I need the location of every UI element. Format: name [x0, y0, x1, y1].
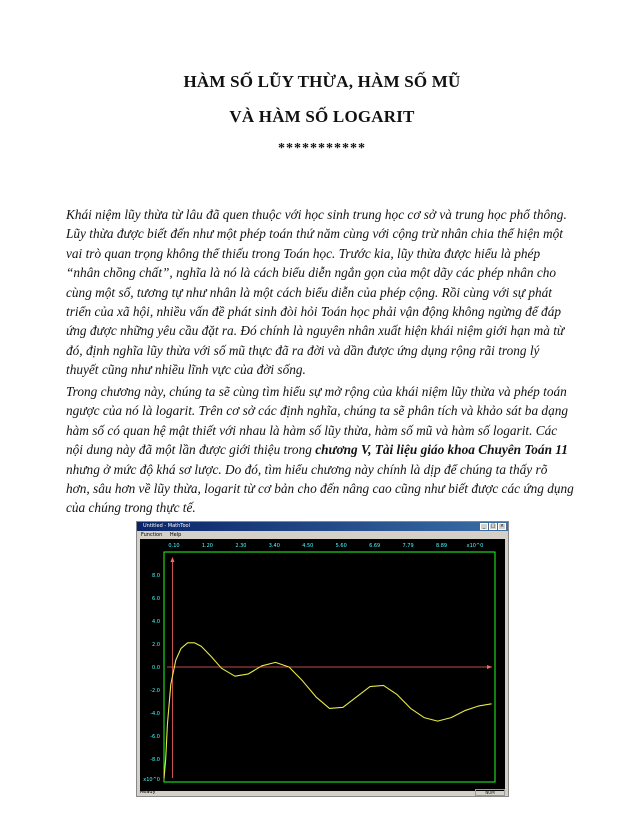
- window-title: Untitled - MathTool: [143, 523, 190, 529]
- menu-help[interactable]: Help: [169, 532, 182, 538]
- window-titlebar: [137, 522, 508, 531]
- y-tick-label: 2.0: [152, 642, 160, 648]
- chapter-paragraph: [66, 382, 574, 518]
- x-tick-label: 7.79: [402, 543, 414, 549]
- y-tick-label: x10^0: [143, 777, 160, 783]
- menu-bar: [137, 531, 508, 539]
- minimize-button[interactable]: _: [480, 523, 488, 530]
- status-indicator: NUM: [475, 789, 505, 796]
- x-tick-label: 5.60: [335, 543, 347, 549]
- close-button[interactable]: ×: [499, 523, 505, 529]
- y-tick-label: 6.0: [152, 596, 160, 602]
- x-tick-label: 2.30: [235, 543, 247, 549]
- y-axis-arrow: [170, 557, 174, 562]
- series-line: [164, 643, 492, 779]
- status-bar: [137, 789, 508, 796]
- y-tick-label: 4.0: [152, 619, 160, 625]
- function-plot: [140, 539, 505, 791]
- y-tick-label: 8.0: [152, 573, 160, 579]
- x-tick-label: 0.10: [168, 543, 180, 549]
- heading-separator: ***********: [278, 141, 366, 156]
- y-tick-label: -8.0: [150, 757, 160, 763]
- menu-function[interactable]: Function: [141, 532, 163, 538]
- y-tick-label: -2.0: [150, 688, 160, 694]
- chapter-paragraph-part1: Trong chương này, chúng ta sẽ cùng tìm hiểu sự mở rộng của khái niệm lũy thừa và phép toán ngược của nó là logarit. Trên cơ sở các định nghĩa, chúng ta sẽ phân tích và khảo sát ba dạng hàm số có quan hệ mật thiết với nhau là hàm số lũy thừa, hàm số mũ và hàm số logarit. Các nội dung này đã một lần được giới thiệu trong: [66, 384, 569, 458]
- heading-line-1: HÀM SỐ LŨY THỪA, HÀM SỐ MŨ: [183, 72, 461, 91]
- chapter-paragraph-part2: nhưng ở mức độ khá sơ lược. Do đó, tìm hiểu chương này chính là dịp để chúng ta thấy rõ hơn, sâu hơn về lũy thừa, logarit từ cơ bản cho đến nâng cao cũng như biết được các ứng dụng của chúng trong thực tế.: [66, 461, 574, 516]
- plot-area: [140, 539, 505, 791]
- intro-paragraph: Khái niệm lũy thừa từ lâu đã quen thuộc với học sinh trung học cơ sở và trung học phổ thông. Lũy thừa được biết đến như một phép toán thứ năm cùng với cộng trừ nhân chia thể hiện một vai trò quan trọng không thể thiếu trong Toán học. Trước kia, lũy thừa được hiểu là phép “nhân chồng chất”, nghĩa là nó là cách biểu diễn ngắn gọn của một dãy các phép nhân cho cùng một số, tương tự như nhân là một cách biểu diễn của phép cộng. Rồi cùng với sự phát triển của xã hội, nhiều vấn đề phát sinh đòi hỏi Toán học phải vận động không ngừng để đáp ứng được những yêu cầu đặt ra. Đó chính là nguyên nhân xuất hiện khái niệm giới hạn mà từ đó, định nghĩa lũy thừa với số mũ thực đã ra đời và dần được ứng dụng rộng rãi trong lý thuyết cũng như nhiều lĩnh vực của đời sống.: [66, 207, 567, 378]
- status-text: Ready: [140, 789, 156, 795]
- x-tick-label: 4.50: [302, 543, 314, 549]
- x-tick-label: 6.69: [369, 543, 381, 549]
- heading-line-2: VÀ HÀM SỐ LOGARIT: [229, 107, 415, 126]
- x-axis-arrow: [487, 665, 492, 669]
- app-window-screenshot: [136, 521, 509, 797]
- x-tick-label: 1.20: [201, 543, 214, 549]
- x-tick-label: x10^0: [466, 543, 484, 549]
- y-tick-label: 0.0: [152, 665, 160, 671]
- maximize-button[interactable]: □: [490, 523, 496, 529]
- x-tick-label: 3.40: [268, 543, 280, 549]
- y-tick-label: -6.0: [150, 734, 160, 740]
- y-tick-label: -4.0: [150, 711, 160, 717]
- chapter-reference: chương V, Tài liệu giáo khoa Chuyên Toán 11: [315, 442, 568, 458]
- x-tick-label: 8.89: [435, 543, 448, 549]
